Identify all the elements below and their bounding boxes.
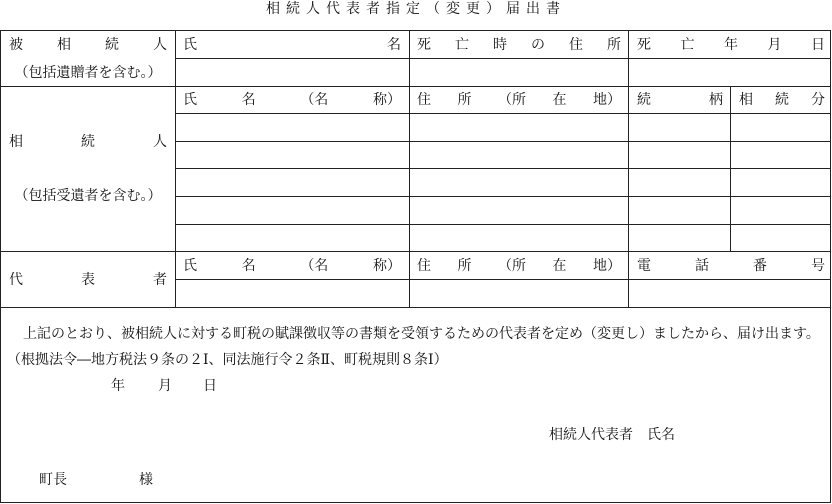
heir-name-field[interactable] <box>176 114 409 141</box>
heir-address-header: 住 所 （所 在 地） <box>417 92 621 108</box>
rep-address-field[interactable] <box>410 280 628 307</box>
date-day: 日 <box>203 378 217 394</box>
death-date-header: 死 亡 年 月 日 <box>637 37 825 53</box>
heirs-label: 相 続 人 <box>9 134 167 150</box>
rep-phone-header: 電 話 番 号 <box>637 258 825 274</box>
date-month: 月 <box>158 378 172 394</box>
heirs-label-note: （包括受遺者を含む。） <box>14 188 162 204</box>
rep-name-field[interactable] <box>176 280 409 307</box>
rule <box>730 86 731 251</box>
rule <box>1 307 831 308</box>
date-year: 年 <box>111 378 125 394</box>
rep-name-header: 氏 名 （名 称） <box>183 258 401 274</box>
decedent-label-note: （包括遺贈者を含む。） <box>14 65 162 81</box>
decedent-address-header: 死 亡 時 の 住 所 <box>417 37 621 53</box>
heir-name-field[interactable] <box>176 142 409 168</box>
rep-phone-field[interactable] <box>629 280 831 307</box>
signature-label: 相続人代表者 氏名 <box>549 427 675 443</box>
form-title: 相続人代表者指定（変更）届出書 <box>266 1 566 17</box>
death-date-field[interactable] <box>629 59 831 86</box>
heir-name-field[interactable] <box>176 225 409 251</box>
relation-header: 続 柄 <box>637 92 723 108</box>
declaration-text: 上記のとおり、被相続人に対する町税の賦課徴収等の書類を受領するための代表者を定め（変更し）ましたから、届け出ます。（根拠法令―地方税法９条の２Ⅰ、同法施行令２条Ⅱ、町税規則８条Ⅰ） <box>7 326 820 368</box>
share-header: 相 続 分 <box>739 92 825 108</box>
decedent-name-field[interactable] <box>176 59 409 86</box>
heir-name-field[interactable] <box>176 169 409 196</box>
addressee-title: 町長 <box>39 472 67 488</box>
form-sheet <box>0 30 831 503</box>
rule <box>1 251 831 252</box>
heir-name-header: 氏 名 （名 称） <box>183 92 401 108</box>
rule <box>1 86 831 87</box>
representative-label: 代 表 者 <box>9 272 167 288</box>
addressee-honorific: 様 <box>139 472 153 488</box>
heir-name-field[interactable] <box>176 197 409 224</box>
decedent-address-field[interactable] <box>410 59 628 86</box>
rep-address-header: 住 所 （所 在 地） <box>417 258 621 274</box>
decedent-name-header: 氏 名 <box>183 37 401 53</box>
decedent-label: 被 相 続 人 <box>9 37 167 53</box>
